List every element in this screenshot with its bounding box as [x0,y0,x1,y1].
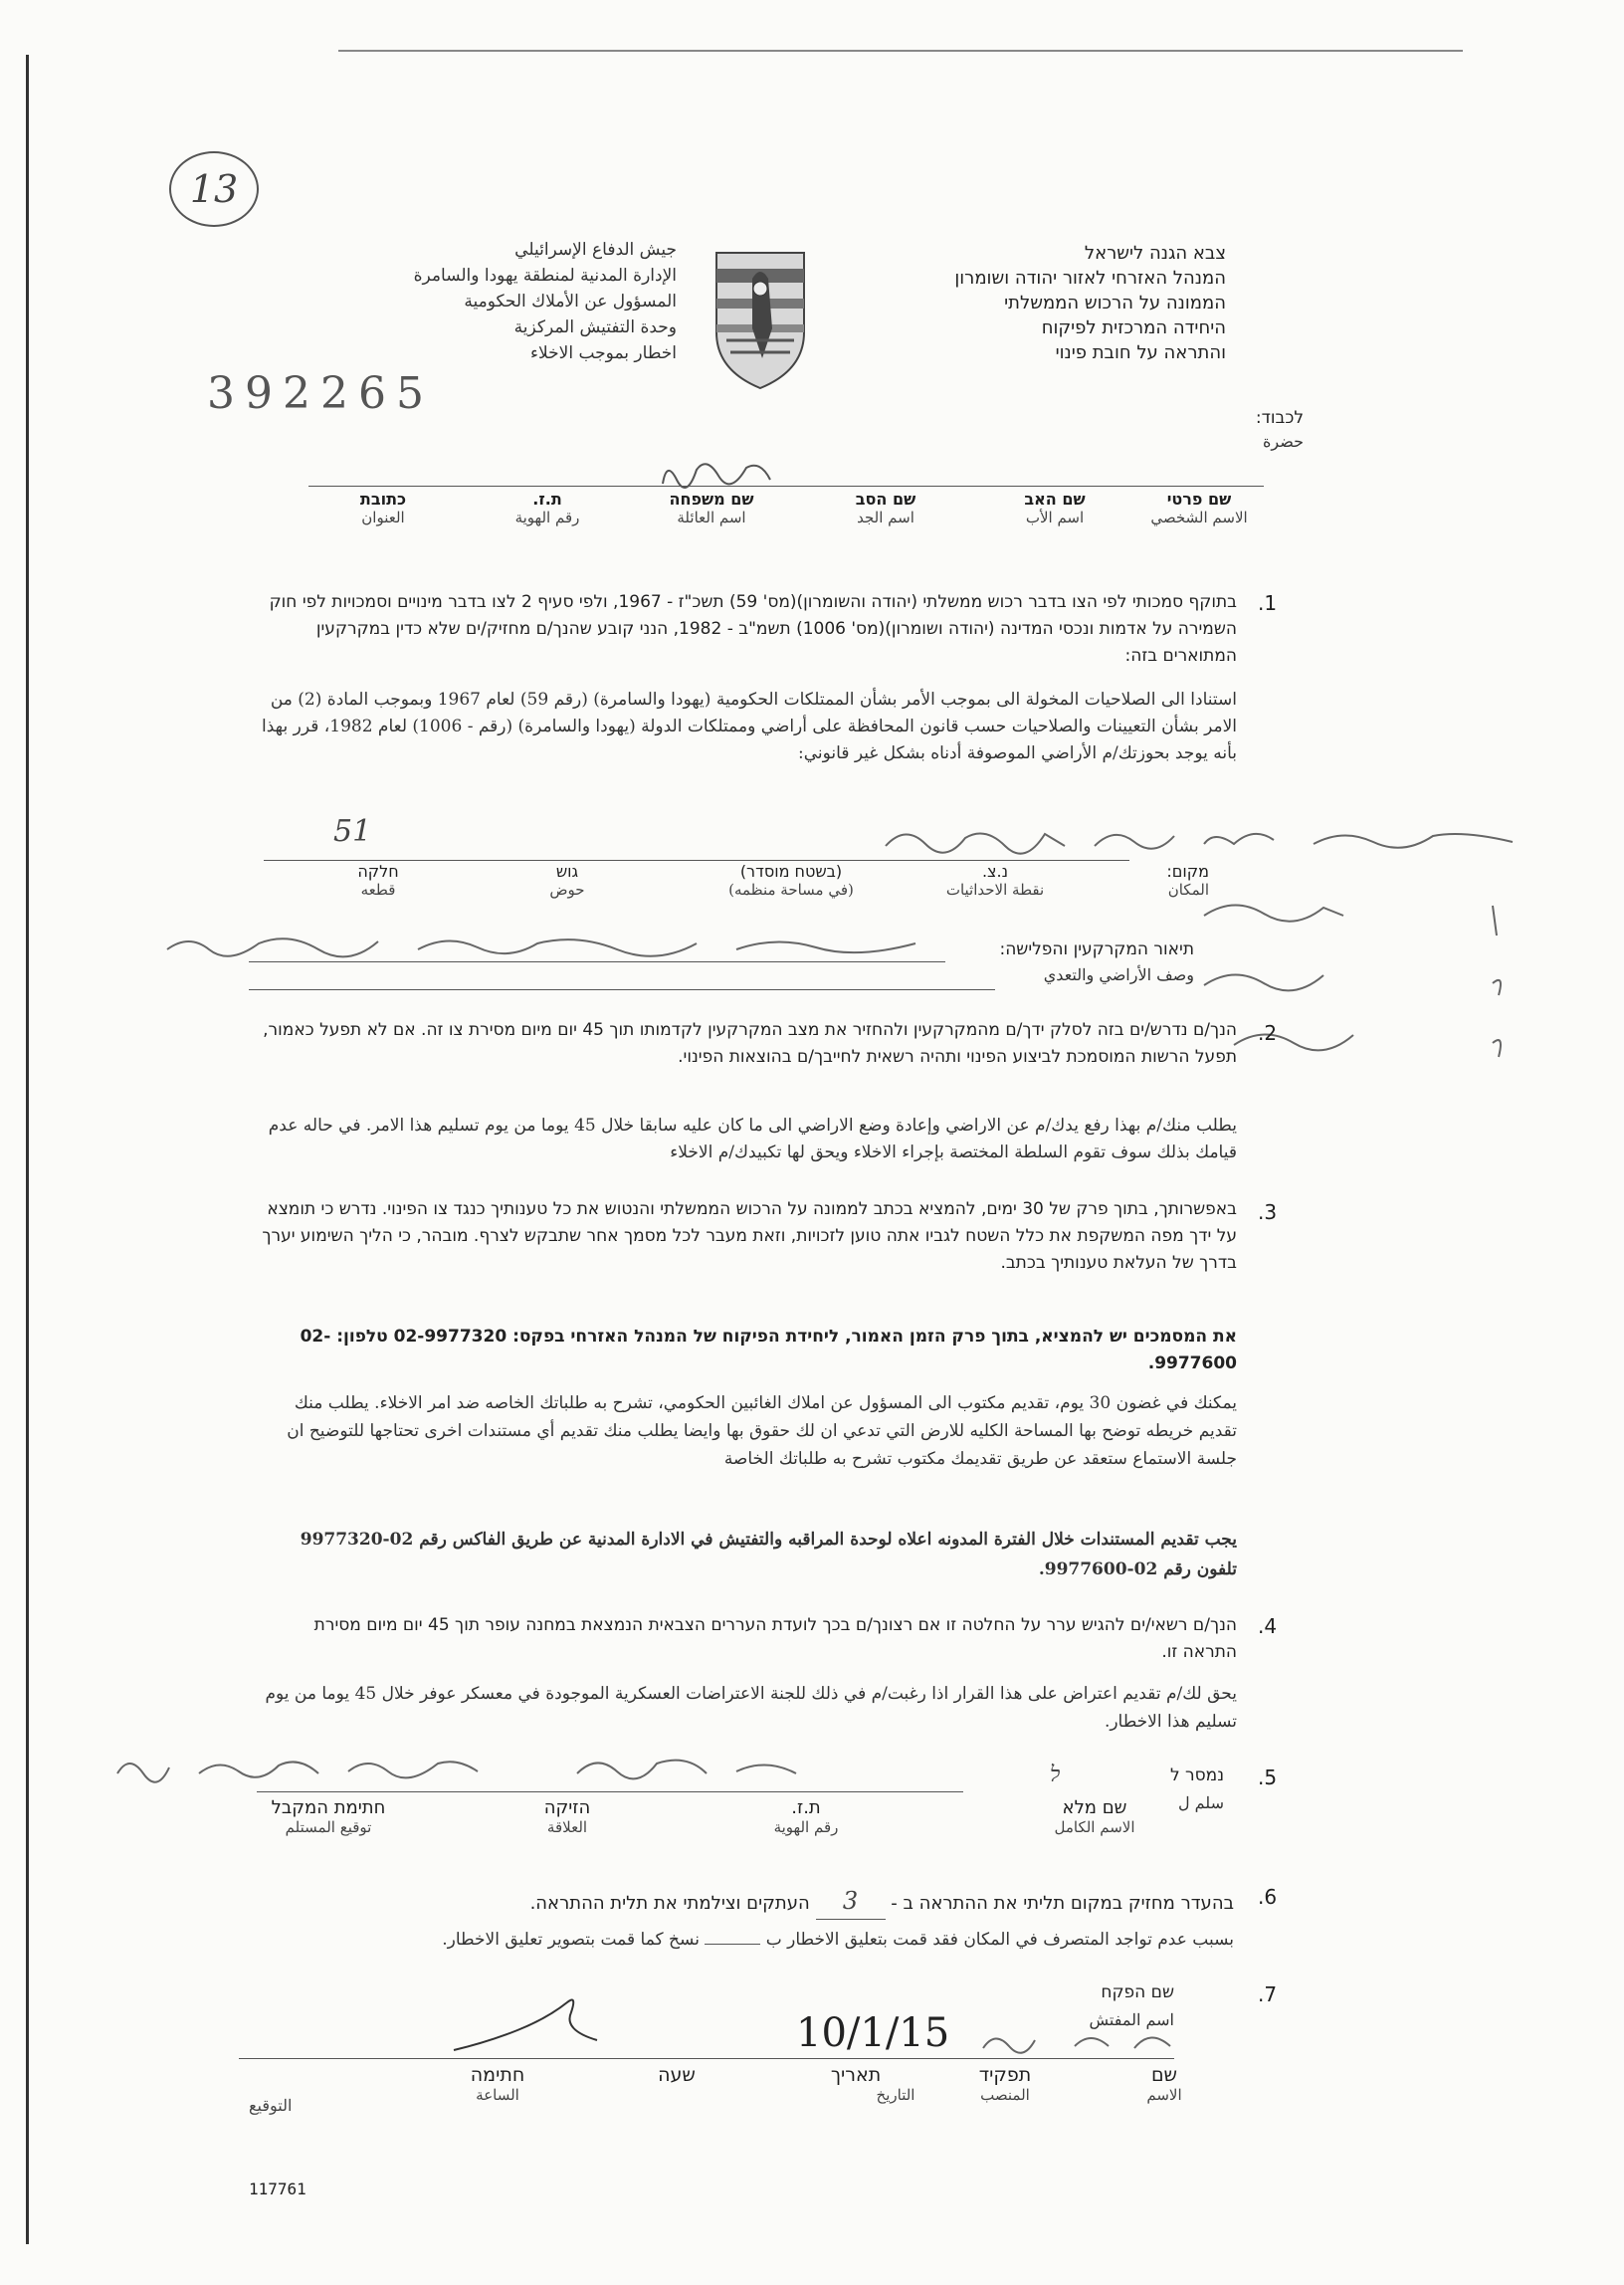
field-coordinates-he: נ.צ. [981,862,1009,881]
section-7-rule [239,2058,1174,2059]
field-location-he: מקום: [1166,862,1209,881]
field-parcel-he: חלקה [357,862,399,881]
field-relation-ar: العلاقة [546,1818,588,1836]
field-time-he: שעה [658,2064,696,2086]
col-family-name-he: שם משפחה [669,490,754,509]
inspector-signature [448,1990,607,2060]
field-full-name-ar: الاسم الكامل [1054,1818,1135,1836]
field-regulated-area-ar: (في مساحة منظمه) [728,881,854,899]
section-2-number: .2 [1258,1021,1278,1045]
col-address [318,490,448,526]
civil-administration-emblem-icon [712,249,808,392]
scan-edge-top [338,50,1463,52]
addressee-ar: حضرة [1263,432,1304,451]
col-first-name [1119,490,1279,526]
handwritten-margin-notes [1194,876,1522,1075]
field-relation-he: הזיקה [543,1797,591,1818]
header-he-line: צבא הגנה לישראל [1084,243,1226,264]
section-6-copies-handwritten: 3 [816,1883,886,1920]
section-1-arabic: استنادا الى الصلاحيات المخولة الى بموجب الأمر بشأن الممتلكات الحكومية (يهودا والسامرة) (رقم 59) لعام 1967 وبموجب المادة (2) من الامر بشأن التعيينات والصلاحيات حسب قانون المحافظة على أراضي وممتلكات الدولة (يهودا والسامرة) (رقم - 1006) لعام 1982، قرر بهذا بأنه يوجد بحوزتك/م الأراضي الموصوفة أدناه بشكل غير قانوني: [262,690,1237,763]
location-row-rule [264,860,1129,861]
field-date [796,2064,915,2104]
header-ar-line: وحدة التفتيش المركزية [513,317,677,337]
page-mark-number: 13 [189,167,239,211]
field-full-name [1025,1797,1164,1836]
col-id-number [478,490,617,526]
description-label-he: תיאור המקרקעין והפלישה: [999,939,1194,959]
description-label-ar: وصف الأراضي والتعدي [1043,965,1194,984]
header-he-line: המנהל האזרחי לאזור יהודה ושומרון [954,268,1226,289]
header-ar-line: الإدارة المدنية لمنطقة يهودا والسامرة [413,266,677,286]
col-family-name-ar: اسم العائلة [677,509,746,526]
field-relation [498,1797,637,1836]
parcel-handwritten: 51 [333,814,372,849]
field-coordinates-ar: نقطة الاحداثيات [945,881,1045,899]
col-father-name-he: שם האב [1024,490,1086,509]
section-6-he-after: העתקים וצילמתי את תלית ההתראה. [529,1893,810,1914]
field-signature [438,2064,557,2104]
header-ar-line: اخطار بموجب الاخلاء [530,343,677,363]
section-3-number: .3 [1258,1200,1278,1224]
header-ar-line: المسؤول عن الأملاك الحكومية [464,292,677,312]
section-6-number: .6 [1258,1885,1278,1909]
field-full-name-he: שם מלא [1062,1797,1127,1818]
section-5-deliverer-he: נמסר ל [1169,1766,1224,1785]
field-block [517,862,617,899]
field-parcel-ar: قطعه [360,881,396,899]
section-3-hebrew: באפשרותך, בתוך פרק של 30 ימים, להמציא בכתב לממונה על הרכוש הממשלתי והנטוש את כל טענותיך כנגד צו הפינוי. נדרש כי תומצא על ידך מפה המשקפת את כלל השטח לגביו אתה טוען לזכויות, וזאת מעבר לכל מסמך אחר שתבקש לצרף. מובהר, כי הליך השימוע יערך בדרך של העלאת טענותיך בכתב. [262,1199,1237,1273]
field-inspector-name [1105,2064,1224,2104]
field-regulated-area-he: (בשטח מוסדר) [739,862,843,881]
section-3-hebrew-bold: את המסמכים יש להמציא, בתוך פרק הזמן האמור, ליחידת הפיקוח של המנהל האזרחי בפקס: 02-9977320 טלפון: 02-9977600. [300,1327,1237,1373]
col-father-name-ar: اسم الأب [1025,509,1085,526]
field-regulated-area [697,862,886,899]
handwritten-recipient [109,1744,965,1793]
section-2-arabic: يطلب منك/م بهذا رفع يدك/م عن الاراضي وإعادة وضع الاراضي الى ما كان عليه سابقا خلال 45 يوما من يوم تسليم هذا الامر. في حاله عدم قيامك بذلك سوف تقوم السلطة المختصة بإجراء الاخلاء ويحق لها تكبيدك/م الاخلاء [268,1116,1237,1162]
header-he-line: היחידה המרכזית לפיקוח [1041,317,1226,338]
col-grandfather-name-ar: اسم الجد [857,509,914,526]
section-7-number: .7 [1258,1982,1278,2006]
addressee-he: לכבוד: [1255,408,1304,428]
person-row-rule [308,486,1264,487]
section-6-he-before: בהעדר מחזיק במקום תליתי את ההתראה ב - [891,1893,1234,1914]
section-6-hebrew [328,1883,1234,1920]
section-4-hebrew: הנך/ם רשאי/ים להגיש ערר על החלטה זו אם רצונך/ם בכך לועדת העררים הצבאית הנמצאת במחנה עופר תוך 45 יום מיום מסירת התראה זו. [313,1615,1237,1662]
col-grandfather-name [816,490,955,526]
col-address-he: כתובת [359,490,407,509]
col-id-number-he: ת.ז. [532,490,562,509]
header-arabic [378,237,677,366]
col-address-ar: العنوان [361,509,405,526]
field-signature-he: חתימה [470,2064,525,2086]
section-5-prefix-handwritten: ל [1050,1763,1061,1787]
field-recipient-id-ar: رقم الهوية [773,1818,839,1836]
field-block-he: גוש [555,862,579,881]
field-signature-ar: الساعة [476,2086,519,2104]
field-coordinates [915,862,1075,899]
section-2-hebrew: הנך/ם נדרש/ים בזה לסלק ידך/ם מהמקרקעין ולהחזיר את מצב המקרקעין לקדמותו תוך 45 יום מיום מסירת צו זה. אם לא תפעל כאמור, תפעל הרשות המוסמכת לביצוע הפינוי ותהיה רשאית לחייבך/ם בהוצאות הפינוי. [263,1020,1237,1067]
col-first-name-he: שם פרטי [1166,490,1232,509]
handwritten-inspector-name [975,2020,1184,2060]
section-4-number: .4 [1258,1614,1278,1638]
section-3-arabic-bold: يجب تقديم المستندات خلال الفترة المدونه اعلاه لوحدة المراقبه والتفتيش في الادارة المدنية عن طريق الفاكس رقم 02-9977320 تلفون رقم 02-9977600. [300,1530,1237,1579]
field-signature-ar-left: التوقيع [249,2096,293,2115]
serial-number: 392265 [207,368,434,419]
section-5-deliverer-ar: سلم ل [1177,1793,1224,1812]
field-position-ar: المنصب [980,2086,1030,2104]
section-3-arabic: يمكنك في غضون 30 يوم، تقديم مكتوب الى المسؤول عن املاك الغائبين الحكومي، تشرح به طلباتك الخاصه ضد امر الاخلاء. يطلب منك تقديم خريطه توضح بها المساحة الكليه للارض التي تدعي ان لك حقوق بها وايضا يطلب منك تقديم أي مستندات اخرى تحتاجها للتوضيح ان جلسة الاستماع ستعقد عن طريق تقديمك مكتوب تشرح به طلباتك الخاصة [287,1393,1237,1469]
section-1-hebrew: בתוקף סמכותי לפי הצו בדבר רכוש ממשלתי (יהודה והשומרון)(מס' 59) תשכ"ז - 1967, ולפי סעיף 2 לצו בדבר מינויים וסמכויות לפי חוק השמירה על אדמות ונכסי המדינה (יהודה ושומרון)(מס' 1006) תשמ"ב - 1982, הנני קובע שהנך/ם מחזיק/ים שלא כדין במקרקעין המתוארים בזה: [269,592,1237,666]
field-recipient-id [736,1797,876,1836]
scan-edge-left [26,55,29,2244]
col-father-name [985,490,1124,526]
section-5-rule [257,1791,963,1792]
page-mark [169,151,259,227]
section-5-number: .5 [1258,1766,1278,1789]
inspector-label-he: שם הפקח [1101,1982,1174,2002]
description-rule-1 [249,961,945,962]
handwritten-description [159,926,955,965]
field-position [945,2064,1065,2104]
footer-number: 117761 [249,2180,306,2198]
section-1-number: .1 [1258,591,1278,615]
field-recipient-id-he: ת.ז. [791,1797,821,1818]
handwritten-coordinates [876,816,1532,862]
header-he-line: והתראה על חובת פינוי [1055,342,1226,363]
col-grandfather-name-he: שם הסב [855,490,916,509]
field-location-ar: المكان [1167,881,1209,899]
field-inspector-name-ar: الاسم [1146,2086,1182,2104]
header-ar-line: جيش الدفاع الإسرائيلي [514,240,677,260]
field-date-he: תאריך [830,2064,882,2086]
col-family-name [637,490,786,526]
field-time [617,2064,736,2086]
header-hebrew [856,241,1226,365]
section-6-arabic [259,1927,1234,1953]
field-parcel [328,862,428,899]
field-recipient-signature-he: חתימת המקבל [271,1797,386,1818]
section-6-ar-before: بسبب عدم تواجد المتصرف في المكان فقد قمت بتعليق الاخطار ب [765,1930,1234,1950]
field-recipient-signature [249,1797,408,1836]
inspection-date-handwritten: 10/1/15 [796,2010,950,2056]
header-he-line: הממונה על הרכוש הממשלתי [1004,293,1226,313]
col-id-number-ar: رقم الهوية [514,509,580,526]
field-inspector-name-he: שם [1150,2064,1178,2086]
section-6-ar-after: نسخ كما قمت بتصوير تعليق الاخطار. [442,1930,700,1950]
inspector-label-ar: اسم المفتش [1089,2010,1174,2029]
field-date-ar: التاريخ [876,2086,915,2104]
handwritten-scribble [657,450,776,494]
field-recipient-signature-ar: توقيع المستلم [285,1818,372,1836]
field-block-ar: حوض [549,881,585,899]
description-rule-2 [249,989,995,990]
field-position-he: תפקיד [978,2064,1032,2086]
section-4-arabic: يحق لك/م تقديم اعتراض على هذا القرار اذا رغبت/م في ذلك للجنة الاعتراضات العسكرية الموجودة في معسكر عوفر خلال 45 يوما من يوم تسليم هذا الاخطار. [265,1684,1237,1732]
col-first-name-ar: الاسم الشخصي [1150,509,1248,526]
